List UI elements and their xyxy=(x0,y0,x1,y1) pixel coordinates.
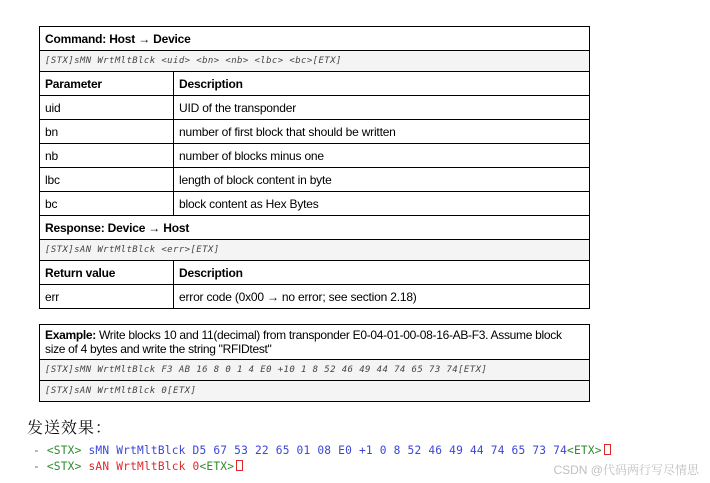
example-label: Example: xyxy=(45,328,96,342)
return-name: err xyxy=(40,285,174,309)
cursor-box-icon xyxy=(604,444,611,455)
example-response: [STX]sAN WrtMltBlck 0[ETX] xyxy=(40,381,590,402)
return-description-column-header: Description xyxy=(174,261,590,285)
effect-title: 发送效果： xyxy=(27,418,113,437)
param-description: number of first block that should be written xyxy=(174,120,590,144)
example-command: [STX]sMN WrtMltBlck F3 AB 16 8 0 1 4 E0 +10 1 8 52 46 49 44 74 65 73 74[ETX] xyxy=(40,360,590,381)
log-etx: <ETX> xyxy=(567,444,602,457)
example-text: Write blocks 10 and 11(decimal) from transponder E0-04-01-00-08-16-AB-F3. Assume block size of 4 bytes and write the string "RFIDtest" xyxy=(45,328,562,356)
return-description: error code (0x00 → no error; see section 2.18) xyxy=(174,285,590,309)
param-name: uid xyxy=(40,96,174,120)
param-name: bc xyxy=(40,192,174,216)
command-table xyxy=(39,26,590,309)
param-description: block content as Hex Bytes xyxy=(174,192,590,216)
cursor-box-icon xyxy=(236,460,243,471)
log-line-response xyxy=(33,460,243,473)
example-command-row xyxy=(40,360,590,381)
param-name: bn xyxy=(40,120,174,144)
param-name: lbc xyxy=(40,168,174,192)
example-table xyxy=(39,324,590,402)
table-row xyxy=(40,120,590,144)
param-description: length of block content in byte xyxy=(174,168,590,192)
log-response: sAN WrtMltBlck 0 xyxy=(81,460,200,473)
response-header: Response: Device → Host xyxy=(40,216,590,240)
param-column-header: Parameter xyxy=(40,72,174,96)
response-syntax: [STX]sAN WrtMltBlck <err>[ETX] xyxy=(40,240,590,261)
command-syntax: [STX]sMN WrtMltBlck <uid> <bn> <nb> <lbc> <bc>[ETX] xyxy=(40,51,590,72)
description-column-header: Description xyxy=(174,72,590,96)
table-row xyxy=(40,144,590,168)
table-row xyxy=(40,285,590,309)
command-header: Command: Host → Device xyxy=(40,27,590,51)
log-dash: - xyxy=(33,444,47,457)
param-column-header-row xyxy=(40,72,590,96)
command-syntax-row xyxy=(40,51,590,72)
response-syntax-row xyxy=(40,240,590,261)
log-command: sMN WrtMltBlck D5 67 53 22 65 01 08 E0 +1 0 8 52 46 49 44 74 65 73 74 xyxy=(81,444,568,457)
example-response-row xyxy=(40,381,590,402)
command-header-row xyxy=(40,27,590,51)
param-description: number of blocks minus one xyxy=(174,144,590,168)
return-value-column-header: Return value xyxy=(40,261,174,285)
log-line-send xyxy=(33,444,611,457)
watermark: CSDN @代码两行写尽情思 xyxy=(553,463,699,477)
response-header-row xyxy=(40,216,590,240)
table-row xyxy=(40,96,590,120)
param-description: UID of the transponder xyxy=(174,96,590,120)
log-dash: - xyxy=(33,460,47,473)
table-row xyxy=(40,168,590,192)
return-column-header-row xyxy=(40,261,590,285)
log-stx: <STX> xyxy=(46,460,82,473)
log-stx: <STX> xyxy=(46,444,82,457)
table-row xyxy=(40,192,590,216)
param-name: nb xyxy=(40,144,174,168)
log-etx: <ETX> xyxy=(199,460,235,473)
example-description xyxy=(40,325,590,360)
example-description-row xyxy=(40,325,590,360)
